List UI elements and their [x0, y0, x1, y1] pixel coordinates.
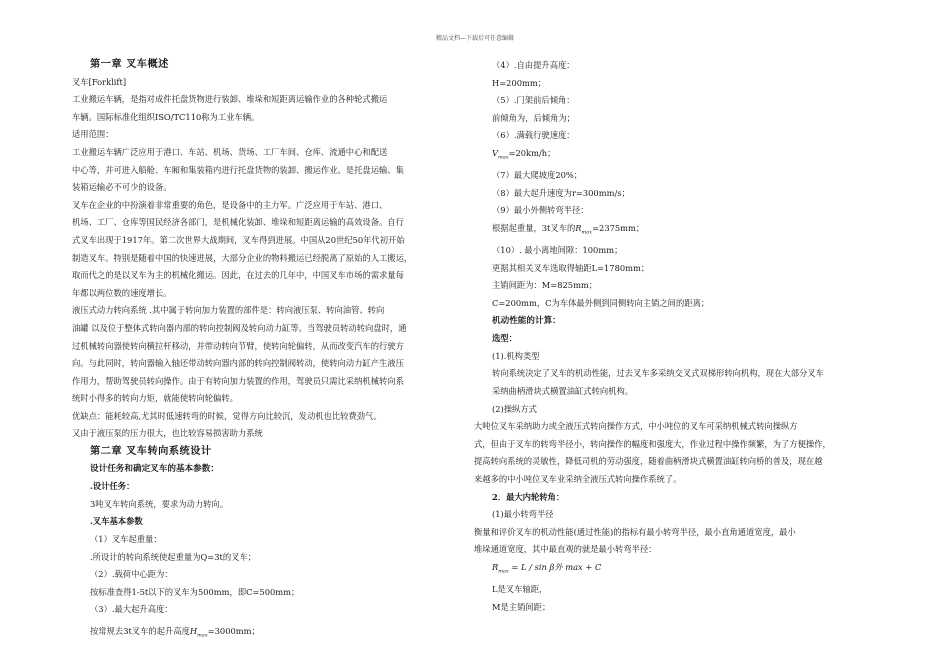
- paragraph-line: 作用力，帮助驾驶员转向操作。由于有转向加力装置的作用，驾驶员只需比采纳机械转向系: [72, 375, 404, 386]
- paragraph-line: 工业搬运车辆，是指对成件托盘货物进行装卸、堆垛和短距离运输作业的各种轮式搬运: [72, 94, 388, 105]
- formula-rmax-subscript: max: [498, 568, 509, 575]
- section-heading: 设计任务和确定叉车的基本参数：: [90, 463, 219, 474]
- formula-r-symbol: R: [575, 223, 582, 233]
- paragraph-line: 适用范围：: [72, 129, 114, 140]
- paragraph-line: 衡量和评价叉车的机动性能(通过性能)的指标有最小转弯半径，最小直角通道宽度，最小: [474, 526, 796, 537]
- paragraph-line: 装箱运输必不可少的设备。: [72, 182, 172, 193]
- paragraph-line: （2）.载荷中心距为：: [90, 569, 173, 580]
- paragraph-line: 前倾角为，后倾角为；: [492, 112, 575, 123]
- paragraph-line: 向。与此同时，转向器输入轴还带动转向器内部的转向控制阀转动，使转向动力缸产生液压: [72, 358, 404, 369]
- paragraph-line: 式，但由于叉车的转弯半径小，转向操作的幅度和强度大，作业过程中操作频繁，为了方便操作，: [474, 438, 831, 449]
- paragraph-line: [492, 145, 894, 167]
- subsection-heading: .设计任务：: [90, 481, 135, 492]
- paragraph-line: C=200mm，C为车体最外侧到同侧转向主销之间的距离；: [492, 298, 710, 309]
- paragraph-line: 制造叉车。特别是随着中国的快速进展，大部分企业的物料搬运已经脱离了原始的人工搬运，: [72, 252, 413, 263]
- paragraph-line: 式叉车出现于1917年。第二次世界大战期间，叉车得到进展。中国从20世纪50年代初开始: [72, 234, 405, 245]
- paragraph-text: =2375mm；: [592, 223, 645, 233]
- paragraph-line: （7）最大爬坡度20%；: [492, 170, 583, 181]
- paragraph-line: （6）.满载行驶速度：: [492, 130, 575, 141]
- paragraph-line: [90, 623, 472, 645]
- paragraph-line: 又由于液压泵的压力很大，也比较容易损害助力系统: [72, 428, 263, 439]
- formula-v: [492, 147, 509, 161]
- formula-rmax: [492, 561, 509, 575]
- paragraph-line: 取而代之的是以叉车为主的机械化搬运。因此，在过去的几年中，中国叉车市场的需求量每: [72, 270, 404, 281]
- paragraph-line: 叉车[Forklift]: [72, 76, 127, 87]
- section-heading: 机动性能的计算：: [492, 315, 561, 326]
- paragraph-line: 过机械转向器使转向横拉杆移动，并带动转向节臂，使转向轮偏转，从而改变汽车的行驶方: [72, 340, 404, 351]
- chapter-2-title: 第二章 叉车转向系统设计: [90, 446, 212, 458]
- paragraph-line: (2)操纵方式: [492, 403, 537, 414]
- formula-v-subscript: max: [498, 154, 509, 161]
- paragraph-line: 年都以两位数的速度增长。: [72, 287, 172, 298]
- paragraph-line: 车辆。国际标准化组织ISO/TC110称为工业车辆。: [72, 111, 260, 122]
- paragraph-line: (1)最小转弯半径: [492, 509, 554, 520]
- paragraph-line: （8）最大起升速度为r=300mm/s；: [492, 187, 630, 198]
- paragraph-line: 来越多的中小吨位叉车业采纳全液压式转向操作系统了。: [474, 473, 682, 484]
- paragraph-line: 提高转向系统的灵敏性，降低司机的劳动强度，随着曲柄滑块式横置油缸转向桥的普及，现在越: [474, 456, 823, 467]
- paragraph-line: 中心等，并可进入船舱、车厢和集装箱内进行托盘货物的装卸、搬运作业。是托盘运输、集: [72, 164, 404, 175]
- paragraph-text: 根据起重量，3t叉车的: [492, 223, 576, 233]
- paragraph-line: [492, 220, 894, 242]
- formula-line: [492, 559, 894, 581]
- formula-r-subscript: max: [581, 229, 593, 236]
- paragraph-line: 液压式动力转向系统 .其中属于转向加力装置的部件是：转向液压泵、转向油管、转向: [72, 305, 385, 316]
- paragraph-line: 统时小得多的转向力矩，就能使转向轮偏转。: [72, 393, 238, 404]
- formula-h-subscript: max: [197, 632, 208, 639]
- paragraph-line: 油罐 以及位于整体式转向器内部的转向控制阀及转向动力缸等。当驾驶员转动转向盘时，通: [72, 322, 407, 333]
- subsection-heading: 选型：: [492, 333, 517, 344]
- paragraph-line: (1).机构类型: [492, 350, 540, 361]
- paragraph-line: 更据其相关叉车选取得轴距L=1780mm；: [492, 262, 650, 273]
- chapter-1-title: 第一章 叉车概述: [90, 59, 169, 70]
- paragraph-line: 堆垛通道宽度，其中最直观的就是最小转弯半径：: [474, 544, 657, 555]
- paragraph-line: （5）.门架前后倾角：: [492, 95, 575, 106]
- paragraph-line: 工业搬运车辆广泛应用于港口、车站、机场、货场、工厂车间、仓库、流通中心和配送: [72, 146, 388, 157]
- paragraph-line: 按标准查得1-5t以下的叉车为500mm，即C=500mm；: [90, 586, 300, 597]
- paragraph-line: （10）. 最小离地间隙：100mm；: [492, 245, 623, 256]
- formula-h: [189, 626, 208, 639]
- paragraph-line: （1）叉车起重量：: [90, 534, 162, 545]
- paragraph-line: 转向系统决定了叉车的机动性能，过去叉车多采纳交叉式双梯形转向机构，现在大部分叉车: [492, 368, 824, 379]
- paragraph-line: （9）最小外侧转弯半径：: [492, 205, 589, 216]
- paragraph-line: H=200mm；: [492, 77, 547, 88]
- subsection-heading: .叉车基本参数: [90, 516, 143, 527]
- paragraph-text: =3000mm；: [207, 626, 260, 636]
- subsection-heading: 2．最大内轮转角：: [492, 491, 565, 502]
- formula-h-symbol: H: [189, 626, 198, 636]
- paragraph-line: 大吨位叉车采纳助力或全液压式转向操作方式，中小吨位的叉车可采纳机械式转向操纵方: [474, 421, 798, 432]
- page-header: 精品文档---下载后可任意编辑: [435, 35, 515, 42]
- formula-rmax-expression: = L / sin β外 max + C: [508, 561, 602, 572]
- paragraph-line: 3吨叉车转向系统，要求为动力转向。: [90, 498, 229, 509]
- paragraph-line: M是主销间距；: [492, 601, 551, 612]
- formula-rmax-symbol: R: [492, 561, 499, 572]
- formula-v-symbol: V: [492, 147, 498, 158]
- paragraph-line: 优缺点：能耗较高,尤其时低速转弯的时候，觉得方向比较沉，发动机也比较费劲气。: [72, 410, 382, 421]
- paragraph-text: =20km/h；: [508, 147, 556, 158]
- right-column: [474, 57, 894, 616]
- paragraph-text: 按常规去3t叉车的起升高度: [90, 626, 190, 636]
- paragraph-line: .所设计的转向系统使起重量为Q=3t的叉车；: [90, 551, 257, 562]
- paragraph-line: （3）.最大起升高度：: [90, 604, 173, 615]
- left-column: [72, 56, 472, 645]
- paragraph-line: L是叉车轴距，: [492, 584, 548, 595]
- paragraph-line: 机场、工厂、仓库等国民经济各部门，是机械化装卸、堆垛和短距离运输的高效设备。自行: [72, 217, 404, 228]
- paragraph-line: 采纳曲柄滑块式横置油缸式转向机构。: [492, 386, 634, 396]
- paragraph-line: （4）.自由提升高度：: [492, 60, 575, 70]
- paragraph-line: 叉车在企业的中扮演着非常重要的角色，是设备中的主力军。广泛应用于车站、港口、: [72, 199, 388, 210]
- formula-r: [575, 223, 593, 236]
- paragraph-line: 主销间距为：M=825mm；: [492, 280, 598, 291]
